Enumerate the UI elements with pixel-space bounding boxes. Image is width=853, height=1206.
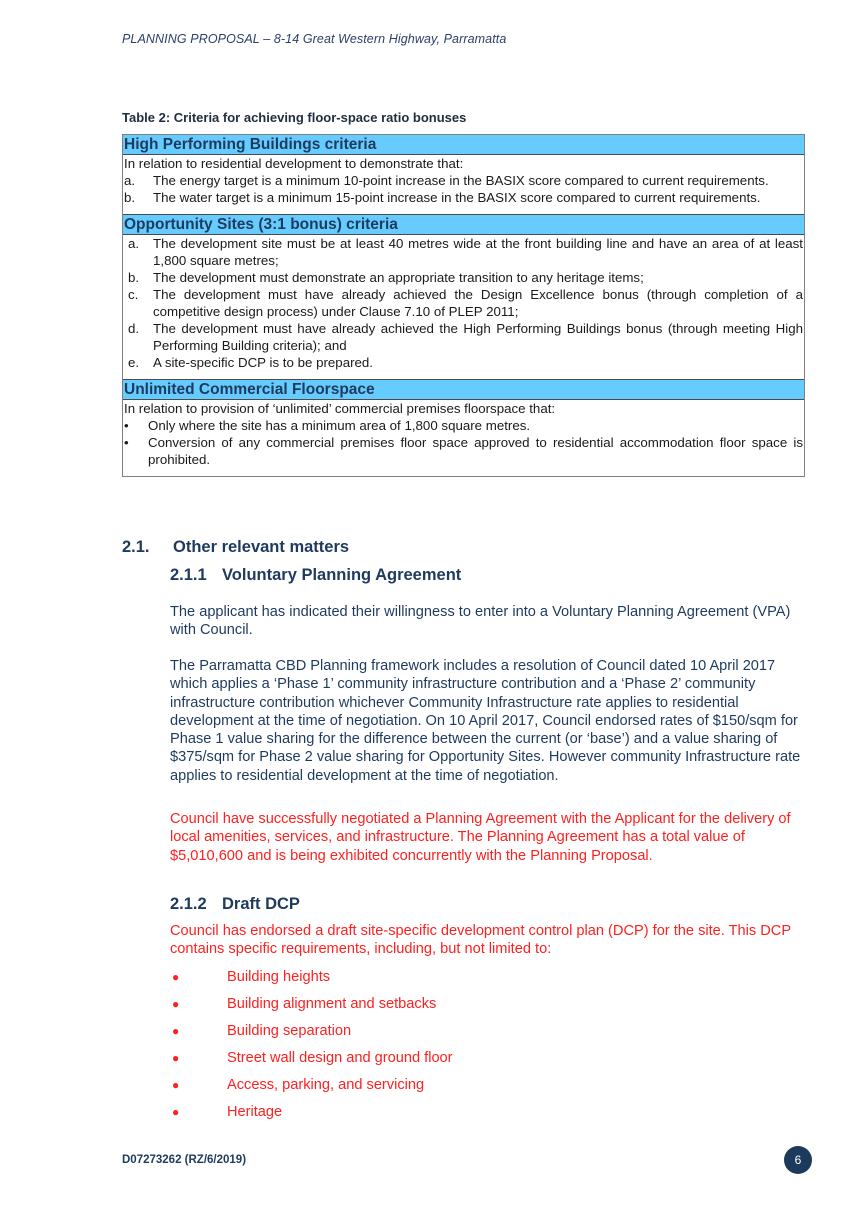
list-item-text: The development site must be at least 40 metres wide at the front building line and have an area of at least 1,800 square metres;	[153, 236, 803, 268]
list-marker: b.	[124, 190, 136, 205]
list-item-text: Heritage	[227, 1104, 283, 1120]
list-item-text: Building alignment and setbacks	[227, 996, 437, 1012]
table-section-intro: In relation to residential development to demonstrate that:	[124, 156, 464, 171]
list-item-text: A site-specific DCP is to be prepared.	[153, 355, 373, 370]
list-item	[170, 1074, 770, 1101]
list-item-text: Building heights	[227, 969, 331, 985]
criteria-table	[122, 134, 805, 477]
section-number: 2.1.2	[170, 895, 207, 913]
section-title: Draft DCP	[222, 895, 300, 913]
list-item	[123, 417, 804, 434]
list-item	[170, 1101, 770, 1128]
list-item	[123, 354, 804, 371]
list-item-text: The water target is a minimum 15-point increase in the BASIX score compared to current requirements.	[153, 190, 761, 205]
list-item	[123, 189, 804, 206]
dcp-requirements-list	[170, 966, 770, 1128]
list-item	[170, 1020, 770, 1047]
list-item-text: The energy target is a minimum 10-point increase in the BASIX score compared to current requirements.	[153, 173, 769, 188]
table-caption: Table 2: Criteria for achieving floor-space ratio bonuses	[122, 110, 467, 125]
list-marker: a.	[128, 236, 140, 251]
list-marker: e.	[128, 355, 140, 370]
list-marker: b.	[128, 270, 140, 285]
section-heading-2-1	[122, 538, 349, 557]
table-section-body	[123, 235, 804, 379]
vpa-paragraph-1: The applicant has indicated their willingness to enter into a Voluntary Planning Agreement (VPA) with Council.	[170, 604, 791, 639]
list-marker: a.	[124, 173, 136, 188]
list-item-text: The development must demonstrate an appropriate transition to any heritage items;	[153, 270, 644, 285]
section-number: 2.1.1	[170, 566, 207, 584]
list-item-text: Only where the site has a minimum area of 1,800 square metres.	[148, 418, 531, 433]
bullet-icon: ●	[172, 997, 180, 1011]
list-marker: d.	[128, 321, 140, 336]
section-heading-2-1-1	[170, 566, 461, 585]
section-heading-2-1-2	[170, 895, 300, 914]
document-reference: D07273262 (RZ/6/2019)	[122, 1154, 247, 1166]
bullet-icon: ●	[172, 1078, 180, 1092]
list-item	[170, 1047, 770, 1074]
table-section-intro: In relation to provision of ‘unlimited’ commercial premises floorspace that:	[124, 401, 556, 416]
list-item	[170, 993, 770, 1020]
table-section-heading: Opportunity Sites (3:1 bonus) criteria	[123, 214, 804, 235]
table-section-heading: High Performing Buildings criteria	[123, 135, 804, 155]
vpa-paragraph-2: The Parramatta CBD Planning framework includes a resolution of Council dated 10 April 2017 which applies a ‘Phase 1’ community infrastructure contribution and a ‘Phase 2’ community infrastructure contribution whichever Community Infrastructure rate applies to residential development at the time of negotiation. On 10 April 2017, Council endorsed rates of $150/sqm for Phase 1 value sharing for the difference between the current (or ‘base’) and a value sharing of $375/sqm for Phase 2 value sharing for Opportunity Sites. However community Infrastructure rate applies to residential development at the time of negotiation.	[170, 658, 801, 784]
list-item-text: Conversion of any commercial premises floor space approved to residential accommodation floor space is prohibited.	[148, 435, 803, 467]
list-item	[123, 434, 804, 468]
list-marker: c.	[128, 287, 139, 302]
list-item	[170, 966, 770, 993]
table-section-body	[123, 155, 804, 214]
list-item	[123, 172, 804, 189]
table-section-heading: Unlimited Commercial Floorspace	[123, 379, 804, 400]
list-item-text: The development must have already achieved the High Performing Buildings bonus (through meeting High Performing Building criteria); and	[153, 321, 803, 353]
list-item	[123, 320, 804, 354]
bullet-icon: •	[124, 435, 129, 450]
document-header-title: PLANNING PROPOSAL – 8-14 Great Western Highway, Parramatta	[122, 32, 507, 46]
bullet-icon: ●	[172, 970, 180, 984]
list-item-text: Building separation	[227, 1023, 352, 1039]
vpa-paragraph-3: Council have successfully negotiated a Planning Agreement with the Applicant for the delivery of local amenities, services, and infrastructure. The Planning Agreement has a total value of $5,010,600 and is being exhibited concurrently with the Planning Proposal.	[170, 811, 791, 864]
list-item	[123, 235, 804, 269]
list-item-text: The development must have already achieved the Design Excellence bonus (through completion of a competitive design process) under Clause 7.10 of PLEP 2011;	[153, 287, 803, 319]
bullet-icon: ●	[172, 1024, 180, 1038]
section-title: Voluntary Planning Agreement	[222, 566, 462, 584]
list-item	[123, 286, 804, 320]
bullet-icon: ●	[172, 1051, 180, 1065]
section-number: 2.1.	[122, 538, 150, 556]
page-number-badge: 6	[784, 1146, 812, 1174]
section-title: Other relevant matters	[173, 538, 350, 556]
list-item-text: Access, parking, and servicing	[227, 1077, 425, 1093]
bullet-icon: ●	[172, 1105, 180, 1119]
dcp-paragraph: Council has endorsed a draft site-specific development control plan (DCP) for the site. This DCP contains specific requirements, including, but not limited to:	[170, 923, 791, 958]
table-section-body	[123, 400, 804, 476]
list-item-text: Street wall design and ground floor	[227, 1050, 453, 1066]
list-item	[123, 269, 804, 286]
bullet-icon: •	[124, 418, 129, 433]
